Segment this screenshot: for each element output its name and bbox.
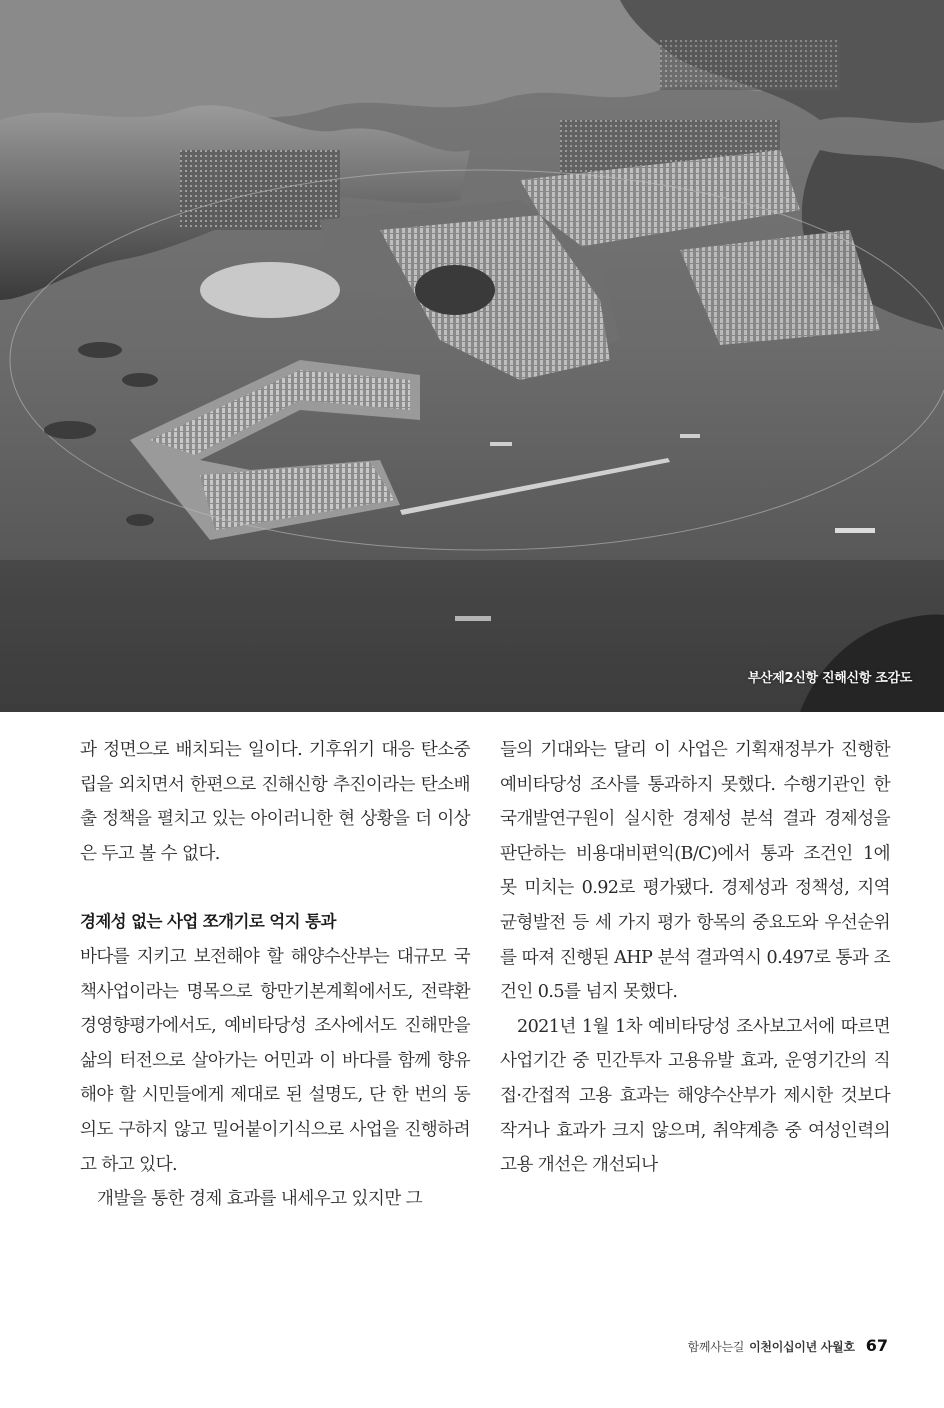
page-footer <box>688 1336 888 1355</box>
page-number: 67 <box>865 1336 888 1355</box>
paragraph: 바다를 지키고 보전해야 할 해양수산부는 대규모 국책사업이라는 명목으로 항만기본계획에서도, 전략환경영향평가에서도, 예비타당성 조사에서도 진해만을 삶의 터전으로 살아가는 어민과 이 바다를 함께 향유해야 할 시민들에게 제대로 된 설명도, 단 한 번의 동의도 구하지 않고 밀어붙이기식으로 사업을 진행하려고 하고 있다. <box>80 946 470 1175</box>
paragraph: 들의 기대와는 달리 이 사업은 기획재정부가 진행한 예비타당성 조사를 통과하지 못했다. 수행기관인 한국개발연구원이 실시한 경제성 분석 결과 경제성을 판단하는 비용대비편익(B/C)에서 통과 조건인 1에 못 미치는 0.92로 평가됐다. 경제성과 정책성, 지역 균형발전 등 세 가지 평가 항목의 중요도와 우선순위를 따져 진행된 AHP 분석 결과역시 0.497로 통과 조건인 0.5를 넘지 못했다. <box>500 740 890 1003</box>
photo-caption: 부산제2신항 진해신항 조감도 <box>747 671 912 686</box>
paragraph: 2021년 1월 1차 예비타당성 조사보고서에 따르면 사업기간 중 민간투자 고용유발 효과, 운영기간의 직접·간접적 고용 효과는 해양수산부가 제시한 것보다 작거나 효과가 크지 않으며, 취약계층 중 여성인력의 고용 개선은 개선되나 <box>500 1016 890 1176</box>
paragraph: 개발을 통한 경제 효과를 내세우고 있지만 그 <box>97 1189 423 1210</box>
article-column-right <box>500 733 890 1183</box>
issue-label: 이천이십이년 사월호 <box>749 1340 855 1354</box>
section-heading: 경제성 없는 사업 쪼개기로 억지 통과 <box>80 912 336 932</box>
magazine-name: 함께사는길 <box>687 1340 745 1354</box>
article-column-left <box>80 733 470 1217</box>
paragraph: 과 정면으로 배치되는 일이다. 기후위기 대응 탄소중립을 외치면서 한편으로 진해신항 추진이라는 탄소배출 정책을 펼치고 있는 아이러니한 현 상황을 더 이상은 두고 볼 수 없다. <box>80 740 470 864</box>
